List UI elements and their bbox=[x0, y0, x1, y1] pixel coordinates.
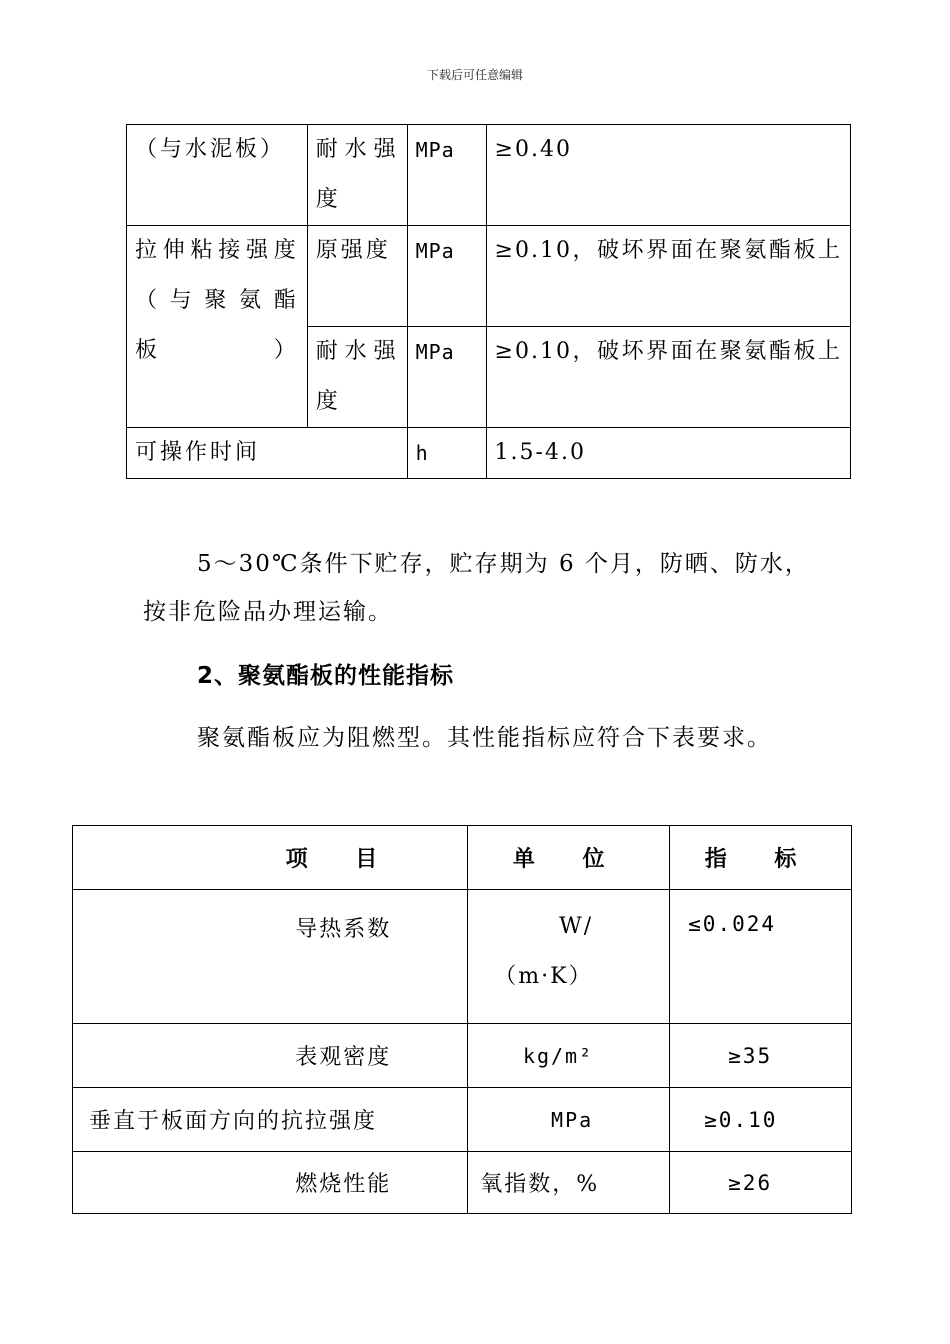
storage-paragraph-line1: 5～30℃条件下贮存，贮存期为 6 个月，防晒、防水， bbox=[197, 551, 810, 577]
page-header: 下载后可任意编辑 bbox=[426, 68, 523, 82]
table-cell: 耐水强度 bbox=[307, 327, 407, 428]
table-cell: （与水泥板） bbox=[127, 125, 308, 226]
table-cell: 燃烧性能 bbox=[73, 1152, 468, 1214]
table-cell: ≥35 bbox=[670, 1024, 852, 1088]
table-cell: ≥0.10，破坏界面在聚氨酯板上 bbox=[486, 327, 850, 428]
header-value: 指 标 bbox=[670, 826, 852, 890]
table-cell: 氧指数，% bbox=[468, 1152, 670, 1214]
table-cell: ≥26 bbox=[670, 1152, 852, 1214]
table-cell: 垂直于板面方向的抗拉强度 bbox=[73, 1088, 468, 1152]
section-heading: 2、聚氨酯板的性能指标 bbox=[197, 663, 455, 689]
adhesive-properties-table bbox=[126, 124, 851, 479]
table-row bbox=[73, 890, 852, 1024]
table-row bbox=[127, 428, 851, 479]
header-item: 项 目 bbox=[73, 826, 468, 890]
section-intro: 聚氨酯板应为阻燃型。其性能指标应符合下表要求。 bbox=[197, 725, 772, 751]
table-row bbox=[127, 226, 851, 327]
table-cell: 1.5-4.0 bbox=[486, 428, 850, 479]
table-cell: kg/m² bbox=[468, 1024, 670, 1088]
table-cell: 拉伸粘接强度（与聚氨酯板） bbox=[127, 226, 308, 428]
table-cell: ≥0.10 bbox=[670, 1088, 852, 1152]
table-row bbox=[73, 1152, 852, 1214]
storage-paragraph-line2: 按非危险品办理运输。 bbox=[143, 599, 393, 625]
table-cell bbox=[468, 890, 670, 1024]
table-header-row bbox=[73, 826, 852, 890]
table-cell: 表观密度 bbox=[73, 1024, 468, 1088]
table-cell: 可操作时间 bbox=[127, 428, 408, 479]
table-cell: MPa bbox=[407, 125, 486, 226]
table-cell: ≥0.40 bbox=[486, 125, 850, 226]
table-cell: MPa bbox=[407, 226, 486, 327]
table-cell: MPa bbox=[407, 327, 486, 428]
unit-line: W/ bbox=[559, 914, 594, 939]
table-cell: ≤0.024 bbox=[670, 890, 852, 1024]
table-cell: 导热系数 bbox=[73, 890, 468, 1024]
table-cell: 耐水强度 bbox=[307, 125, 407, 226]
unit-line: （m·K） bbox=[494, 964, 593, 989]
header-unit: 单 位 bbox=[468, 826, 670, 890]
table-cell: MPa bbox=[468, 1088, 670, 1152]
polyurethane-board-properties-table bbox=[72, 825, 852, 1214]
table-cell: 原强度 bbox=[307, 226, 407, 327]
table-row bbox=[73, 1024, 852, 1088]
table-row bbox=[127, 125, 851, 226]
table-row bbox=[73, 1088, 852, 1152]
table-cell: ≥0.10，破坏界面在聚氨酯板上 bbox=[486, 226, 850, 327]
table-cell: h bbox=[407, 428, 486, 479]
